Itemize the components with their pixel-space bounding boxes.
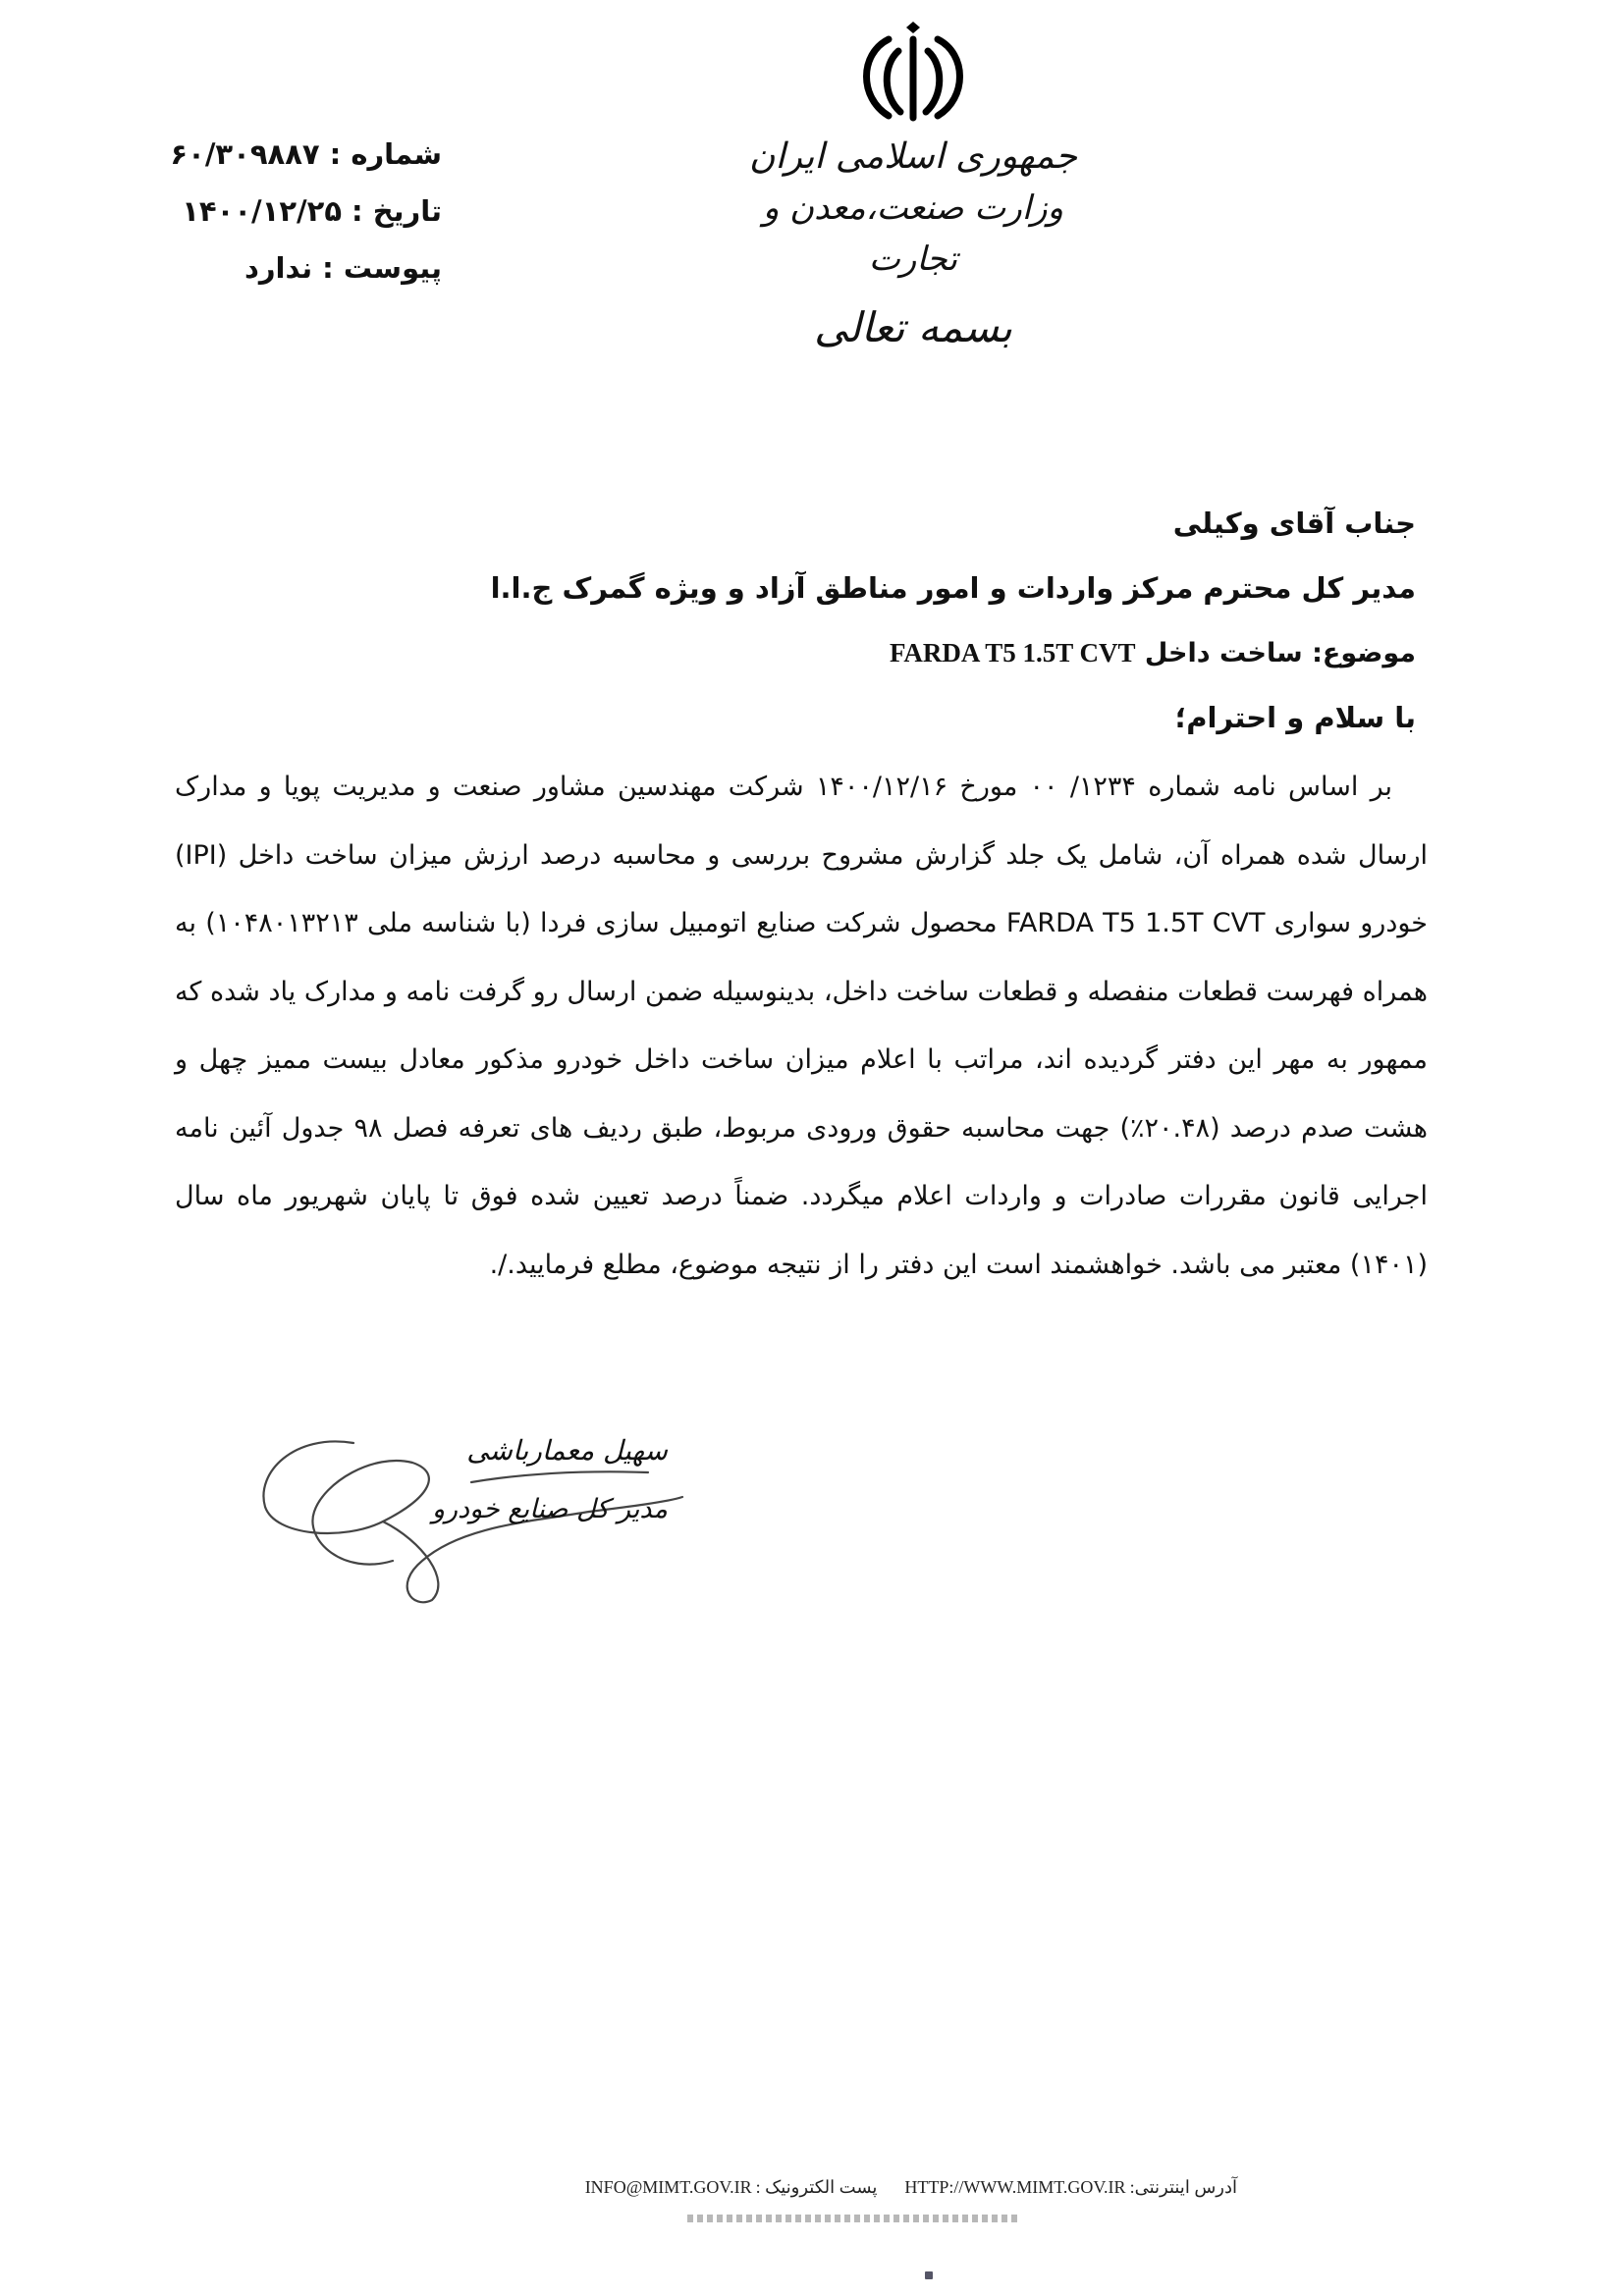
attachment-label: پیوست : [322, 251, 442, 285]
letter-attachment [137, 240, 442, 296]
attachment-value: ندارد [244, 251, 313, 285]
footer-faint-note [412, 2210, 1237, 2226]
letter-body [175, 753, 1428, 1299]
letter-footer [412, 2177, 1237, 2226]
footer-contact [412, 2177, 1237, 2198]
letter-number [137, 126, 442, 183]
letter-date [137, 183, 442, 240]
salutation: جناب آقای وکیلی [1172, 507, 1416, 540]
recipient-position: مدیر کل محترم مرکز واردات و امور مناطق آزاد و ویژه گمرک ج.ا.ا [490, 571, 1416, 605]
country-name: جمهوری اسلامی ایران [749, 136, 1077, 177]
body-paragraph: بر اساس نامه شماره ۱۲۳۴/ ۰۰ مورخ ۱۴۰۰/۱۲/۱۶ شرکت مهندسین مشاور صنعت و مدیریت پویا و مدارک ارسال شده همراه آن، شامل یک جلد گزارش مشروح بررسی و محاسبه درصد ارزش میزان ساخت داخل (IPI) خودرو سواری FARDA T5 1.5T CVT محصول شرکت صنایع اتومبیل سازی فردا (با شناسه ملی ۱۰۴۸۰۱۳۲۱۳) به همراه فهرست قطعات منفصله و قطعات ساخت داخل، بدینوسیله ضمن ارسال رو گرفت نامه و مدارک یاد شده که ممهور به مهر این دفتر گردیده اند، مراتب با اعلام میزان ساخت داخل خودرو مذکور معادل بیست ممیز چهل و هشت صدم درصد (۲۰.۴۸٪) جهت محاسبه حقوق ورودی مربوط، طبق ردیف های تعرفه فصل ۹۸ جدول آئین نامه اجرایی قانون مقررات صادرات و واردات اعلام میگردد. ضمناً درصد تعیین شده فوق تا پایان شهریور ماه سال (۱۴۰۱) معتبر می باشد. خواهشمند است این دفتر را از نتیجه موضوع، مطلع فرمایید./. [175, 772, 1428, 1280]
faint-text-line [687, 2215, 1021, 2222]
signature-area [236, 1414, 687, 1610]
signatory-title: مدیر کل صنایع خودرو [431, 1494, 668, 1524]
letterhead [746, 20, 1080, 353]
iran-emblem-icon [849, 20, 977, 128]
signatory-name: سهیل معمارباشی [466, 1434, 668, 1467]
date-value: ۱۴۰۰/۱۲/۲۵ [182, 194, 343, 228]
greeting: با سلام و احترام؛ [1174, 701, 1416, 734]
signatory [373, 1427, 668, 1533]
website-value[interactable]: HTTP://WWW.MIMT.GOV.IR [904, 2177, 1126, 2197]
footer-website [904, 2177, 1237, 2198]
number-value: ۶۰/۳۰۹۸۸۷ [170, 137, 320, 171]
date-label: تاریخ : [352, 194, 442, 228]
email-label: پست الکترونیک : [755, 2177, 878, 2197]
subject-value: FARDA T5 1.5T CVT [889, 638, 1136, 667]
footer-mark [925, 2271, 933, 2279]
subject-label: موضوع: ساخت داخل [1144, 638, 1416, 668]
invocation: بسمه تعالی [814, 303, 1012, 351]
ministry-name: وزارت صنعت،معدن و تجارت [762, 188, 1064, 279]
website-label: آدرس اینترنتی: [1129, 2177, 1237, 2197]
footer-email [585, 2177, 878, 2198]
number-label: شماره : [330, 137, 442, 171]
letter-meta [137, 126, 442, 296]
subject-line [434, 620, 1416, 685]
addressee-block [434, 491, 1416, 750]
email-value[interactable]: INFO@MIMT.GOV.IR [584, 2177, 752, 2197]
